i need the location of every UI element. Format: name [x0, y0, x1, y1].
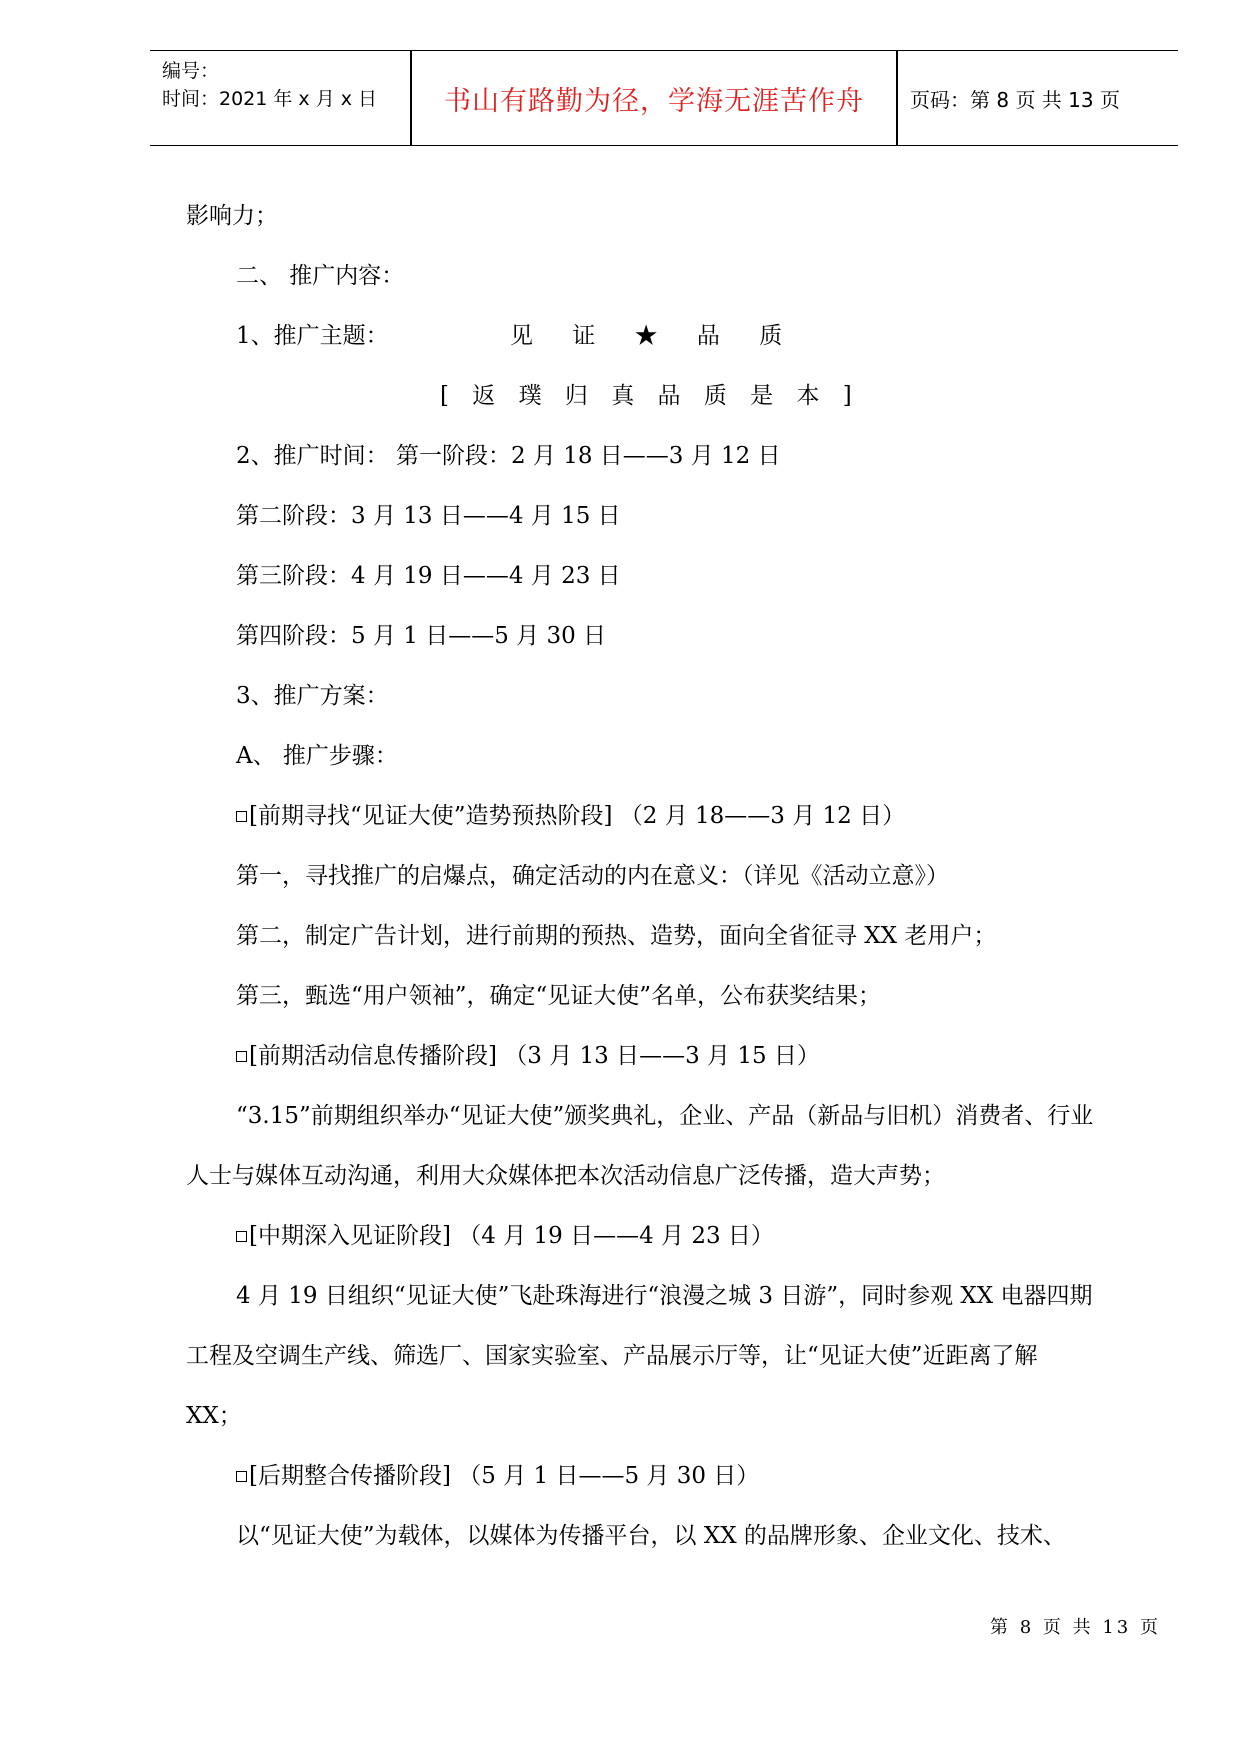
phase-line: 第三阶段：4 月 19 日——4 月 23 日 — [236, 563, 621, 589]
checkbox-square-icon — [236, 1471, 247, 1482]
paragraph-line: 人士与媒体互动沟通，利用大众媒体把本次活动信息广泛传播，造大声势； — [186, 1163, 945, 1189]
paragraph-line: 工程及空调生产线、筛选厂、国家实验室、产品展示厅等，让“见证大使”近距离了解 — [186, 1343, 1038, 1369]
stage-heading-text: [后期整合传播阶段] （5 月 1 日——5 月 30 日） — [249, 1463, 760, 1489]
paragraph-line: 以“见证大使”为载体，以媒体为传播平台，以 XX 的品牌形象、企业文化、技术、 — [236, 1523, 1066, 1549]
document-code-label: 编号： — [162, 60, 220, 82]
promo-theme-subtitle: [ 返 璞 归 真 品 质 是 本 ] — [440, 383, 860, 409]
header-divider — [896, 51, 898, 145]
checkbox-square-icon — [236, 1051, 247, 1062]
paragraph-line: 第一，寻找推广的启爆点，确定活动的内在意义：（详见《活动立意》） — [236, 863, 949, 889]
paragraph-line: 第三，甄选“用户领袖”，确定“见证大使”名单，公布获奖结果； — [236, 983, 882, 1009]
page-header — [150, 50, 1178, 146]
document-date-label: 时间：2021 年 x 月 x 日 — [162, 88, 378, 110]
paragraph-line: 影响力； — [186, 203, 278, 229]
promo-theme-label: 1、推广主题： — [236, 323, 389, 349]
promo-theme-line — [0, 306, 1241, 366]
stage-heading-text: [中期深入见证阶段] （4 月 19 日——4 月 23 日） — [249, 1223, 774, 1249]
paragraph-line: XX； — [186, 1403, 242, 1429]
section-heading: A、 推广步骤： — [236, 743, 398, 769]
paragraph-line: “3.15”前期组织举办“见证大使”颁奖典礼，企业、产品（新品与旧机）消费者、行业 — [236, 1103, 1094, 1129]
checkbox-square-icon — [236, 1231, 247, 1242]
stage-heading-text: [前期活动信息传播阶段] （3 月 13 日——3 月 15 日） — [249, 1043, 820, 1069]
stage-heading — [0, 786, 1241, 846]
stage-heading — [0, 1446, 1241, 1506]
stage-heading-text: [前期寻找“见证大使”造势预热阶段] （2 月 18——3 月 12 日） — [249, 803, 906, 829]
page-footer: 第 8 页 共 13 页 — [990, 1617, 1161, 1638]
paragraph-line: 4 月 19 日组织“见证大使”飞赴珠海进行“浪漫之城 3 日游”，同时参观 XX 电器四期 — [236, 1283, 1093, 1309]
section-heading: 3、推广方案： — [236, 683, 389, 709]
promo-time-line: 2、推广时间： 第一阶段：2 月 18 日——3 月 12 日 — [236, 443, 781, 469]
header-page-number: 页码：第 8 页 共 13 页 — [910, 87, 1120, 112]
header-motto: 书山有路勤为径，学海无涯苦作舟 — [444, 85, 864, 117]
phase-line: 第二阶段：3 月 13 日——4 月 15 日 — [236, 503, 621, 529]
header-meta — [162, 57, 377, 113]
promo-theme-value: 见 证 ★ 品 质 — [510, 323, 799, 349]
section-heading: 二、 推广内容： — [236, 263, 405, 289]
stage-heading — [0, 1206, 1241, 1266]
paragraph-line: 第二，制定广告计划，进行前期的预热、造势，面向全省征寻 XX 老用户； — [236, 923, 997, 949]
checkbox-square-icon — [236, 811, 247, 822]
document-body — [0, 186, 1241, 1566]
stage-heading — [0, 1026, 1241, 1086]
phase-line: 第四阶段：5 月 1 日——5 月 30 日 — [236, 623, 607, 649]
